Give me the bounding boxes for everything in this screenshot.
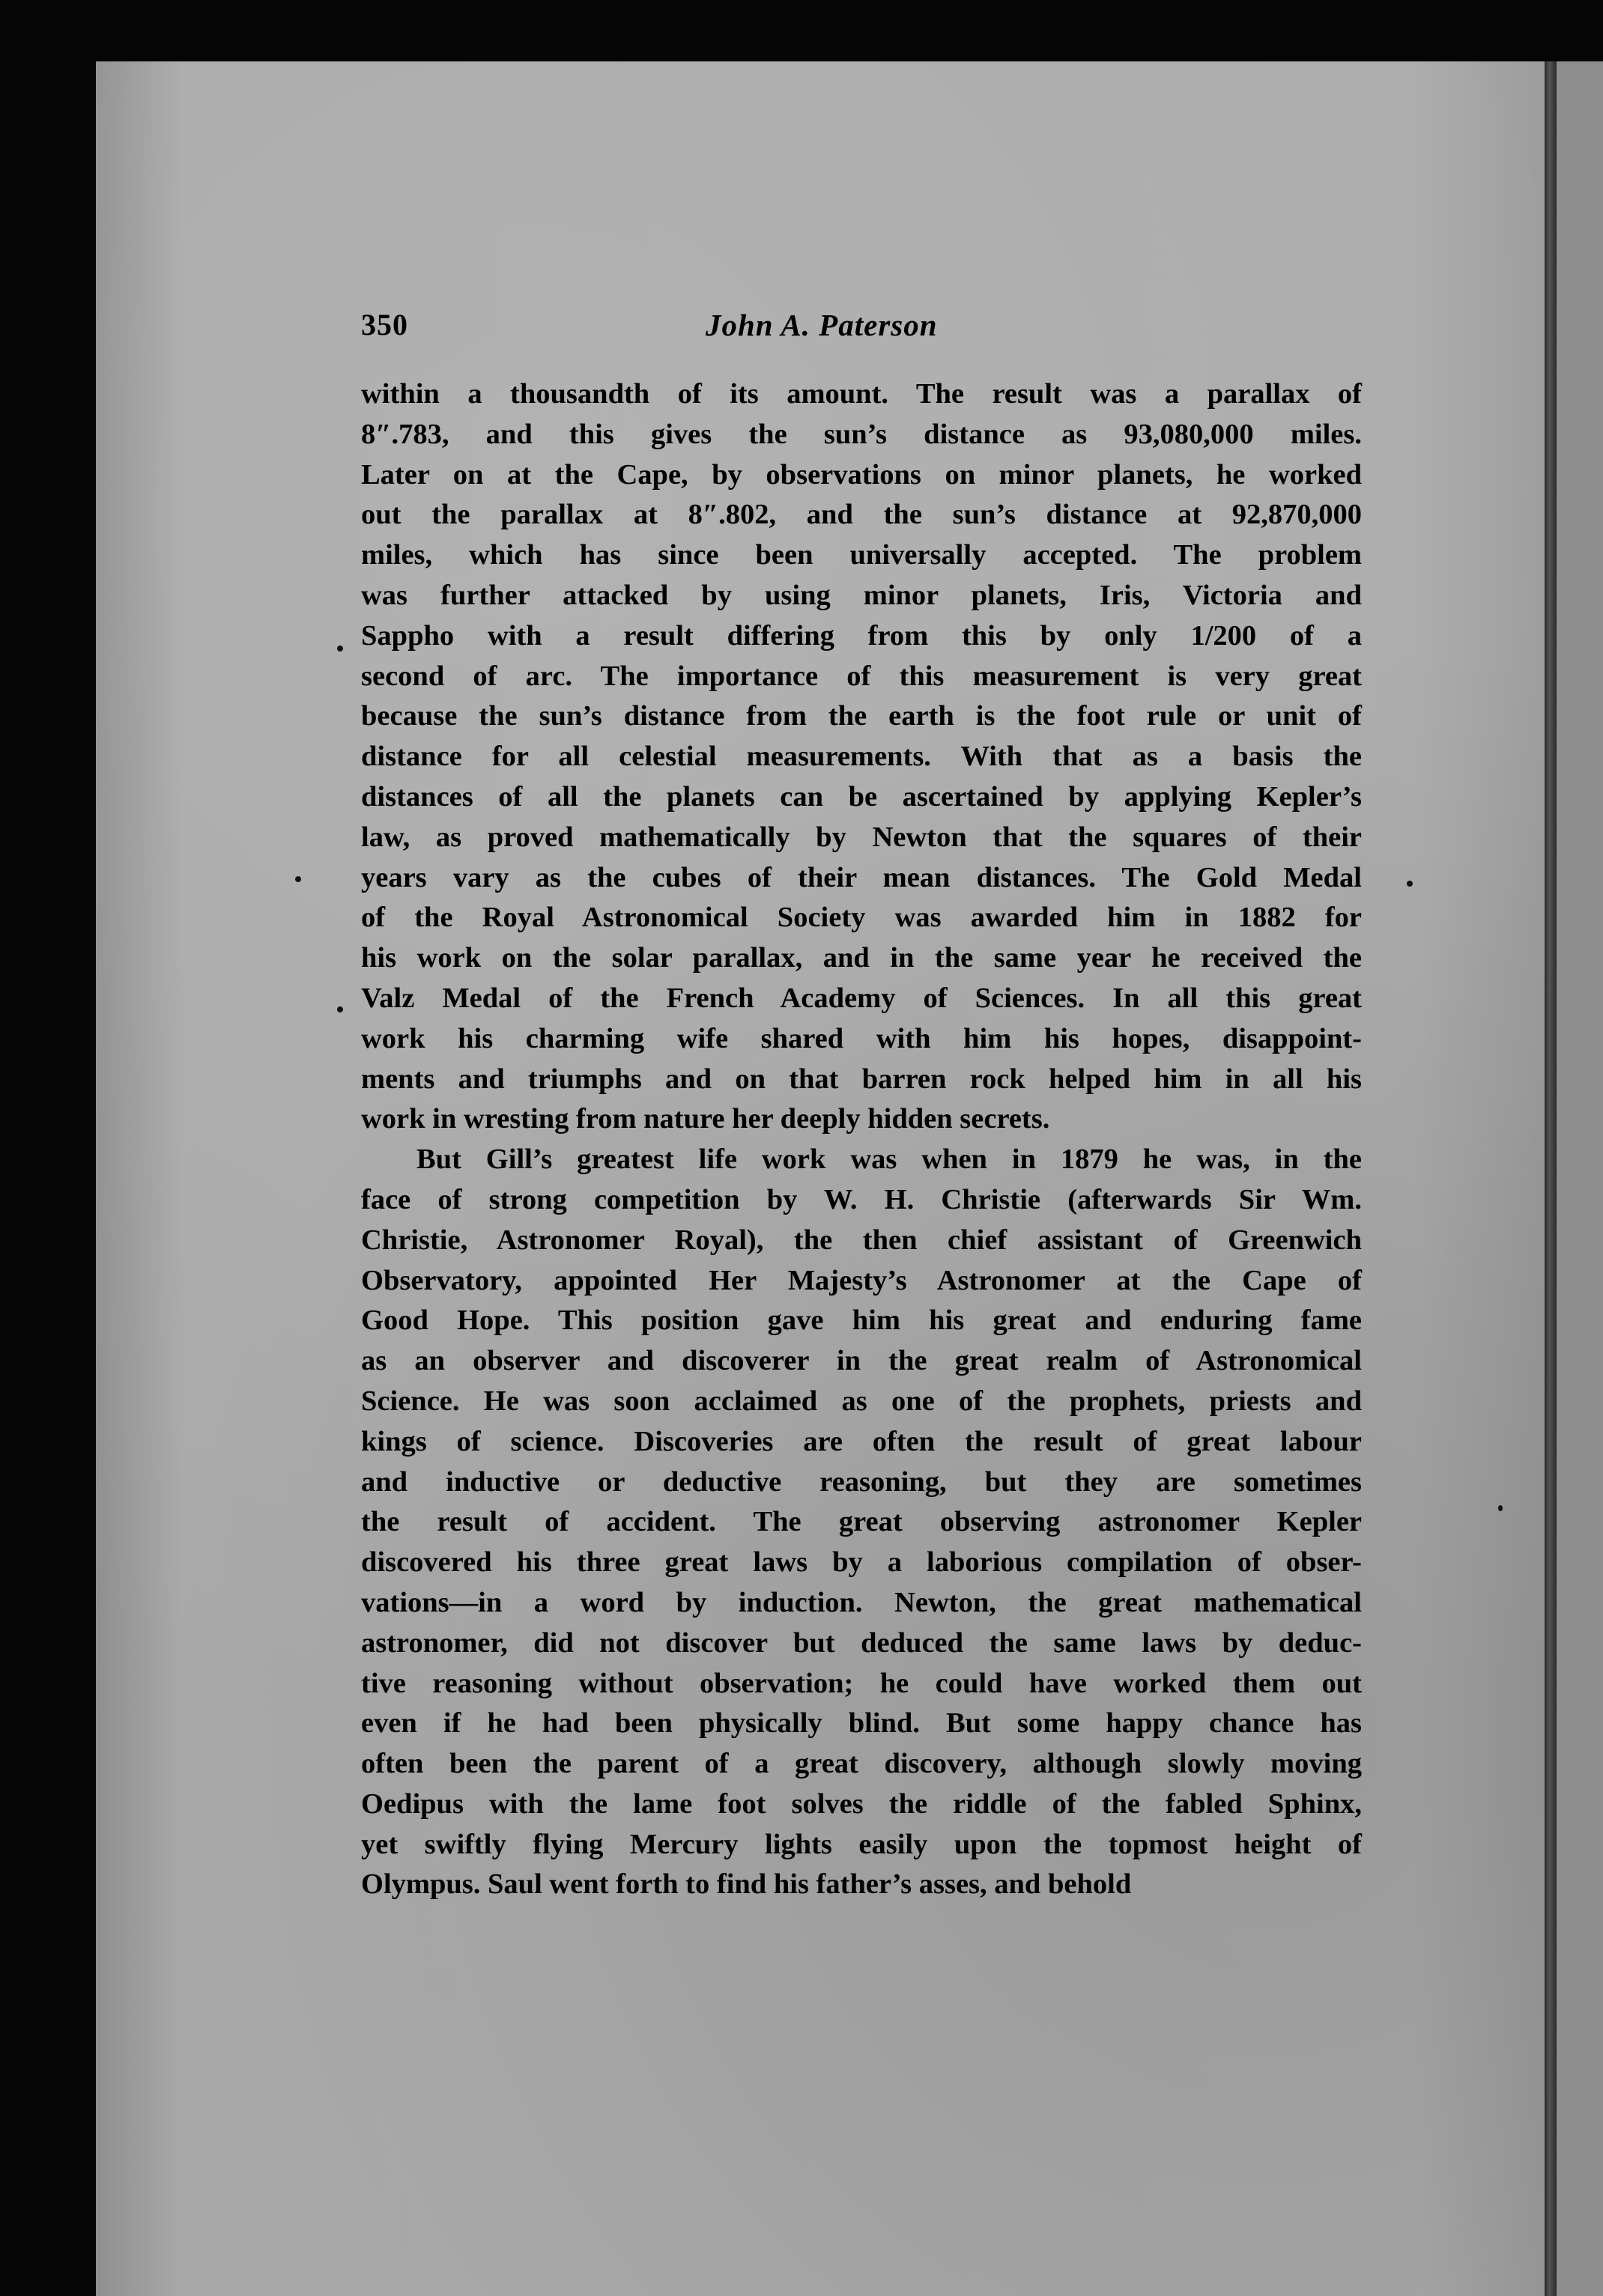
text-line: But Gill’s greatest life work was when in 1879 he was, in the: [416, 1144, 1362, 1176]
paragraph: [361, 374, 1362, 1140]
scan-speck: [337, 646, 343, 652]
text-line: out the parallax at 8″.802, and the sun’s distance at 92,870,000: [361, 499, 1362, 531]
scan-speck: [295, 876, 301, 882]
text-line: Christie, Astronomer Royal), the then chief assistant of Greenwich: [361, 1224, 1362, 1256]
page-number: 350: [361, 308, 408, 341]
text-line: tive reasoning without observation; he could have worked them out: [361, 1667, 1362, 1699]
text-line: even if he had been physically blind. But some happy chance has: [361, 1707, 1362, 1740]
text-line: law, as proved mathematically by Newton that the squares of their: [361, 821, 1362, 853]
text-line: Sappho with a result differing from this by only 1/200 of a: [361, 619, 1362, 652]
text-line: was further attacked by using minor planets, Iris, Victoria and: [361, 579, 1362, 611]
facing-page-edge: [1557, 61, 1603, 2296]
text-line: Science. He was soon acclaimed as one of the prophets, priests and: [361, 1385, 1362, 1417]
text-line: Good Hope. This position gave him his great and enduring fame: [361, 1305, 1362, 1337]
text-line: second of arc. The importance of this measurement is very great: [361, 660, 1362, 692]
text-line: distance for all celestial measurements. With that as a basis the: [361, 741, 1362, 773]
text-line: and inductive or deductive reasoning, but they are sometimes: [361, 1466, 1362, 1498]
text-line: often been the parent of a great discovery, although slowly moving: [361, 1748, 1362, 1780]
page-header: [361, 307, 1357, 352]
text-line: astronomer, did not discover but deduced the same laws by deduc-: [361, 1627, 1362, 1659]
text-line: Observatory, appointed Her Majesty’s Astronomer at the Cape of: [361, 1264, 1362, 1296]
text-line: ments and triumphs and on that barren rock helped him in all his: [361, 1063, 1362, 1095]
scan-speck: [1407, 881, 1413, 887]
text-line: of the Royal Astronomical Society was awarded him in 1882 for: [361, 902, 1362, 934]
text-line: yet swiftly flying Mercury lights easily upon the topmost height of: [361, 1828, 1362, 1860]
text-line: 8″.783, and this gives the sun’s distance as 93,080,000 miles.: [361, 418, 1362, 450]
text-line: Valz Medal of the French Academy of Sciences. In all this great: [361, 982, 1362, 1014]
text-line: Oedipus with the lame foot solves the riddle of the fabled Sphinx,: [361, 1788, 1362, 1820]
text-line: the result of accident. The great observing astronomer Kepler: [361, 1506, 1362, 1538]
text-line: years vary as the cubes of their mean distances. The Gold Medal: [361, 861, 1362, 893]
text-line: because the sun’s distance from the earth is the foot rule or unit of: [361, 700, 1362, 732]
text-line: as an observer and discoverer in the great realm of Astronomical: [361, 1345, 1362, 1377]
text-line: vations—in a word by induction. Newton, the great mathematical: [361, 1586, 1362, 1618]
body-text: [361, 374, 1362, 1905]
text-line: work in wresting from nature her deeply hidden secrets.: [361, 1103, 1050, 1135]
text-line: face of strong competition by W. H. Christie (afterwards Sir Wm.: [361, 1183, 1362, 1215]
text-line: miles, which has since been universally accepted. The problem: [361, 539, 1362, 571]
scan-speck: [337, 1006, 343, 1012]
page-edge-shadow: [1545, 61, 1557, 2296]
text-line: Olympus. Saul went forth to find his father’s asses, and behold: [361, 1868, 1132, 1901]
text-line: kings of science. Discoveries are often the result of great labour: [361, 1425, 1362, 1457]
paragraph: [361, 1140, 1362, 1905]
text-line: his work on the solar parallax, and in the same year he received the: [361, 942, 1362, 974]
text-line: work his charming wife shared with him his hopes, disappoint-: [361, 1022, 1362, 1054]
text-line: discovered his three great laws by a laborious compilation of obser-: [361, 1546, 1362, 1579]
text-line: distances of all the planets can be ascertained by applying Kepler’s: [361, 780, 1362, 813]
text-line: Later on at the Cape, by observations on minor planets, he worked: [361, 458, 1362, 491]
scan-speck: [1498, 1505, 1503, 1511]
running-head: John A. Paterson: [706, 308, 938, 342]
text-line: within a thousandth of its amount. The result was a parallax of: [361, 378, 1362, 410]
